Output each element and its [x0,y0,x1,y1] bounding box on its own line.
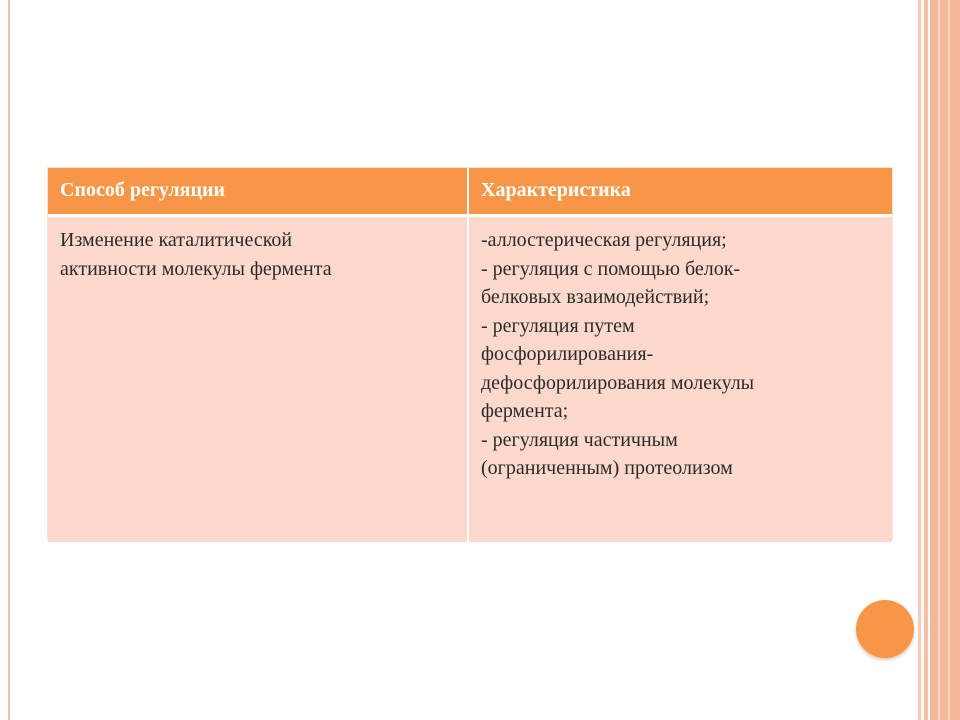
cell-text-line: (ограниченным) протеолизом [481,457,733,479]
cell-text-line: - регуляция путем [481,314,635,337]
cell-text-line: дефосфорилирования молекулы [481,371,755,394]
right-decor-stripe [948,0,950,720]
header-cell-characteristic: Характеристика [469,168,892,214]
right-decor-stripe [924,0,928,720]
orange-circle-decoration [856,600,914,658]
regulation-table [48,168,892,539]
header-cell-method: Способ регуляции [48,168,469,214]
cell-text-line: активности молекулы фермента [60,257,332,280]
right-decor-stripe [918,0,921,720]
cell-method [48,217,469,542]
cell-text-line: фосфорилирования- [481,343,654,365]
left-frame-line [8,0,10,720]
cell-text-line: - регуляция с помощью белок- [481,257,741,280]
cell-text-line: белковых взаимодействий; [481,286,710,308]
table-header-row [48,168,892,217]
cell-text-line: - регуляция частичным [481,428,678,451]
cell-characteristic [469,217,892,542]
cell-text-line: -аллостерическая регуляция; [481,229,727,251]
table-row [48,217,892,542]
cell-text-line: фермента; [481,400,569,422]
cell-text-line: Изменение каталитической [60,229,293,251]
right-decor-stripe [938,0,940,720]
right-decor-band [930,0,960,720]
